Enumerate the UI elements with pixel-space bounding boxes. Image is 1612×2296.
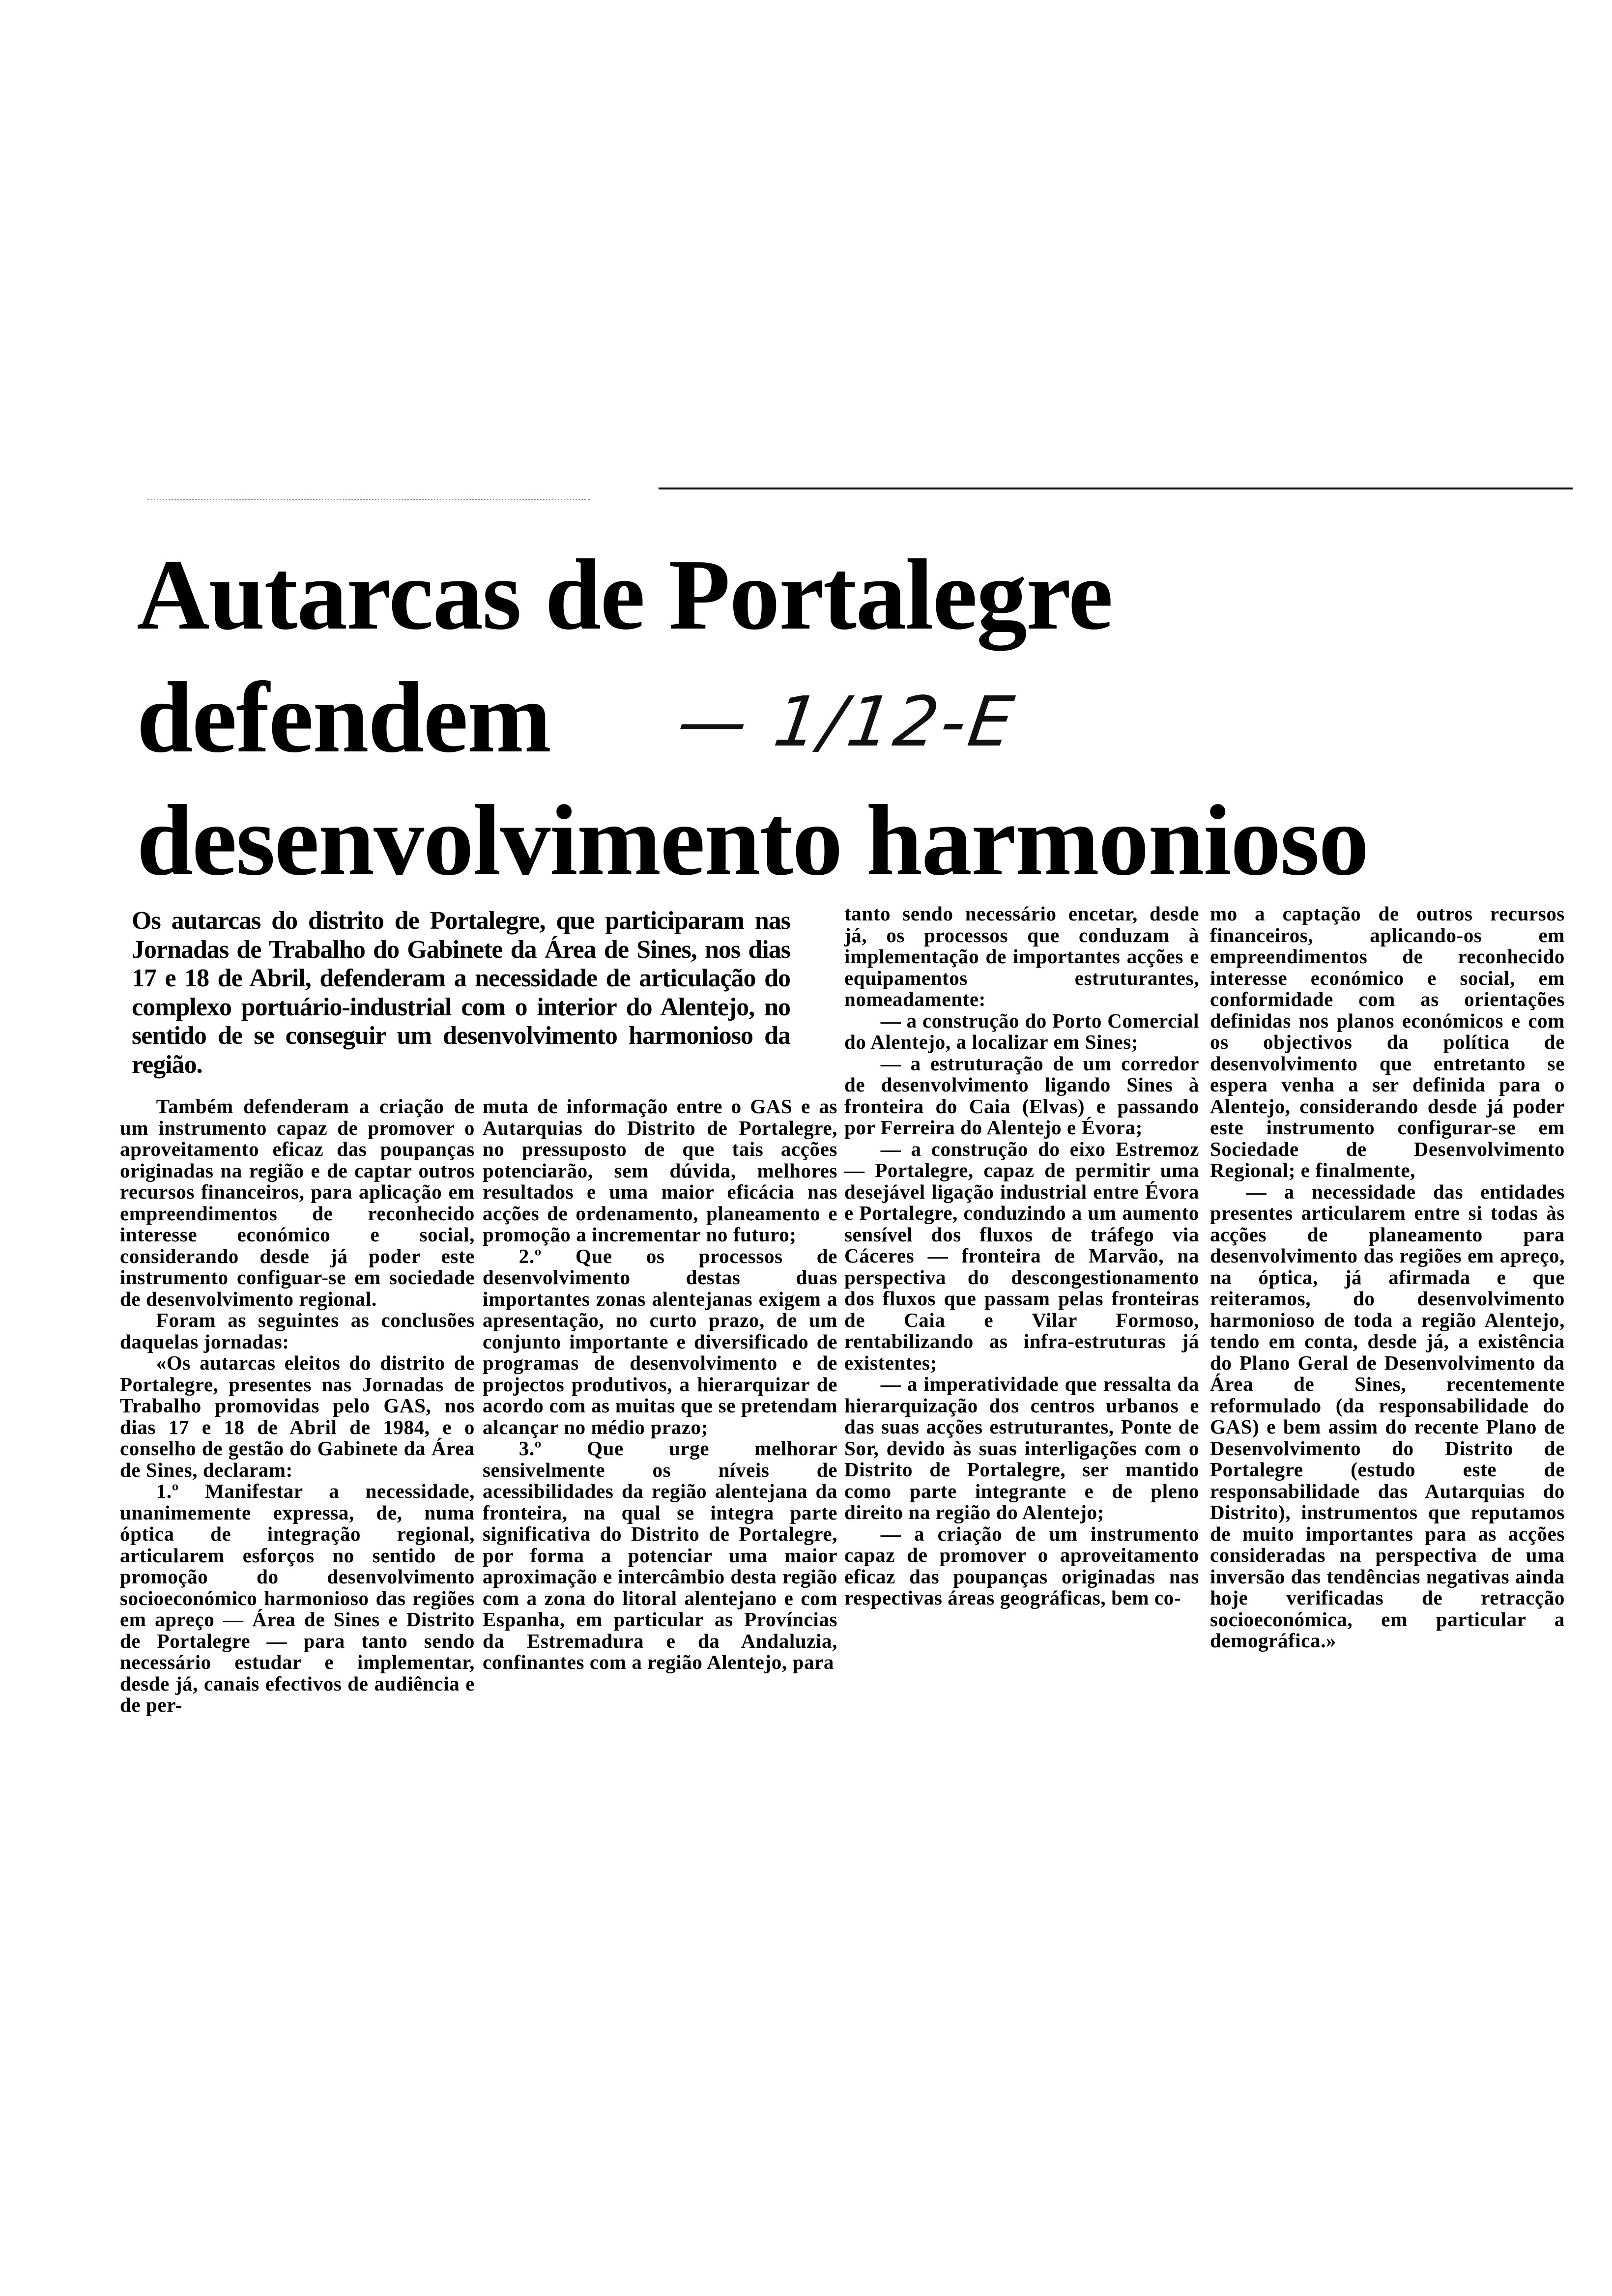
lead-and-left-columns xyxy=(120,907,837,1716)
paragraph: — a imperatividade que ressalta da hierarquização dos centros urbanos e das suas acções estruturantes, Ponte de Sor, devido às suas interligações com o Distrito de Portalegre, ser mantido como parte integrante e de pleno direito na região do Alentejo; xyxy=(844,1373,1199,1523)
handwritten-note: — 1/12-E xyxy=(672,682,1021,762)
column-4 xyxy=(1210,903,1565,1652)
paragraph: 1.º Manifestar a necessidade, unanimemente expressa, de, numa óptica de integração regional, articularem esforços no sentido de promoção do desenvolvimento socioeconómico harmonioso das regiões em apreço — Área de Sines e Distrito de Portalegre — para tanto sendo necessário estudar e implementar, desde já, canais efectivos de audiência e de per- xyxy=(120,1480,475,1716)
headline-line-1: Autarcas de Portalegre xyxy=(137,538,1112,651)
paragraph: «Os autarcas eleitos do distrito de Portalegre, presentes nas Jornadas de Trabalho promovidas pelo GAS, nos dias 17 e 18 de Abril de 1984, e o conselho de gestão do Gabinete da Área de Sines, declaram: xyxy=(120,1351,475,1481)
paragraph: — a criação de um instrumento capaz de promover o aproveitamento eficaz das poupanças originadas nas respectivas áreas geográficas, bem co- xyxy=(844,1522,1199,1609)
paragraph: 2.º Que os processos de desenvolvimento destas duas importantes zonas alentejanas exigem a apresentação, no curto prazo, de um conjunto importante e diversificado de programas de desenvolvimento e de projectos produtivos, a hierarquizar de acordo com as muitas que se pretendam alcançar no médio prazo; xyxy=(483,1244,837,1438)
top-rule xyxy=(659,488,1573,489)
scan-noise-line xyxy=(147,499,590,501)
column-3 xyxy=(844,903,1199,1609)
paragraph: 3.º Que urge melhorar sensivelmente os níveis de acessibilidades da região alentejana da fronteira, na qual se integra parte significativa do Distrito de Portalegre, por forma a potenciar uma maior aproximação e intercâmbio desta região com a zona do litoral alentejano e com Espanha, em particular as Províncias da Estremadura e da Andaluzia, confinantes com a região Alentejo, para xyxy=(483,1437,837,1673)
paragraph: — a construção do Porto Comercial do Alentejo, a localizar em Sines; xyxy=(844,1009,1199,1053)
paragraph: — a estruturação de um corredor de desenvolvimento ligando Sines à fronteira do Caia (Elvas) e passando por Ferreira do Alentejo e Évora; xyxy=(844,1052,1199,1139)
paragraph: Também defenderam a criação de um instrumento capaz de promover o aproveitamento eficaz das poupanças originadas na região e de captar outros recursos financeiros, para aplicação em empreendimentos de reconhecido interesse económico e social, considerando desde já poder este instrumento configuar-se em sociedade de desenvolvimento regional. xyxy=(120,1095,475,1310)
column-2 xyxy=(483,1096,837,1716)
headline-line-2: defendem xyxy=(137,661,551,774)
headline-line-3: desenvolvimento harmonioso xyxy=(137,784,1368,896)
paragraph: — a construção do eixo Estremoz — Portalegre, capaz de permitir uma desejável ligação industrial entre Évora e Portalegre, conduzindo a um aumento sensível dos fluxos de tráfego via Cáceres — fronteira de Marvão, na perspectiva do descongestionamento dos fluxos que passam pelas fronteiras de Caia e Vilar Formoso, rentabilizando as infra-estruturas já existentes; xyxy=(844,1137,1199,1374)
paragraph: mo a captação de outros recursos financeiros, aplicando-os em empreendimentos de reconhecido interesse económico e social, em conformidade com as orientações definidas nos planos económicos e com os objectivos da política de desenvolvimento que entretanto se espera venha a ser definida para o Alentejo, considerando desde já poder este instrumento configurar-se em Sociedade de Desenvolvimento Regional; e finalmente, xyxy=(1210,902,1565,1181)
paragraph: Foram as seguintes as conclusões daquelas jornadas: xyxy=(120,1309,475,1353)
left-columns xyxy=(120,1096,837,1716)
column-1 xyxy=(120,1096,475,1716)
paragraph: muta de informação entre o GAS e as Autarquias do Distrito de Portalegre, no pressuposto de que tais acções potenciarão, sem dúvida, melhores resultados e uma maior eficácia nas acções de ordenamento, planeamento e promoção a incrementar no futuro; xyxy=(483,1095,837,1246)
paragraph: — a necessidade das entidades presentes articularem entre si todas às acções de planeamento para desenvolvimento das regiões em apreço, na óptica, já afirmada e que reiteramos, do desenvolvimento harmonioso de toda a região Alentejo, tendo em conta, desde já, a existência do Plano Geral de Desenvolvimento da Área de Sines, recentemente reformulado (da responsabilidade do GAS) e bem assim do recente Plano de Desenvolvimento do Distrito de Portalegre (estudo este de responsabilidade das Autarquias do Distrito), instrumentos que reputamos de muito importantes para as acções consideradas na perspectiva de uma inversão das tendências negativas ainda hoje verificadas de retracção socioeconómica, em particular a demográfica.» xyxy=(1210,1180,1565,1652)
paragraph: tanto sendo necessário encetar, desde já, os processos que conduzam à implementação de importantes acções e equipamentos estruturantes, nomeadamente: xyxy=(844,902,1199,1010)
lead-paragraph: Os autarcas do distrito de Portalegre, que participaram nas Jornadas de Trabalho do Gabinete da Área de Sines, nos dias 17 e 18 de Abril, defenderam a necessidade de articulação do complexo portuário-industrial com o interior do Alentejo, no sentido de se conseguir um desenvolvimento harmonioso da região. xyxy=(132,907,790,1079)
